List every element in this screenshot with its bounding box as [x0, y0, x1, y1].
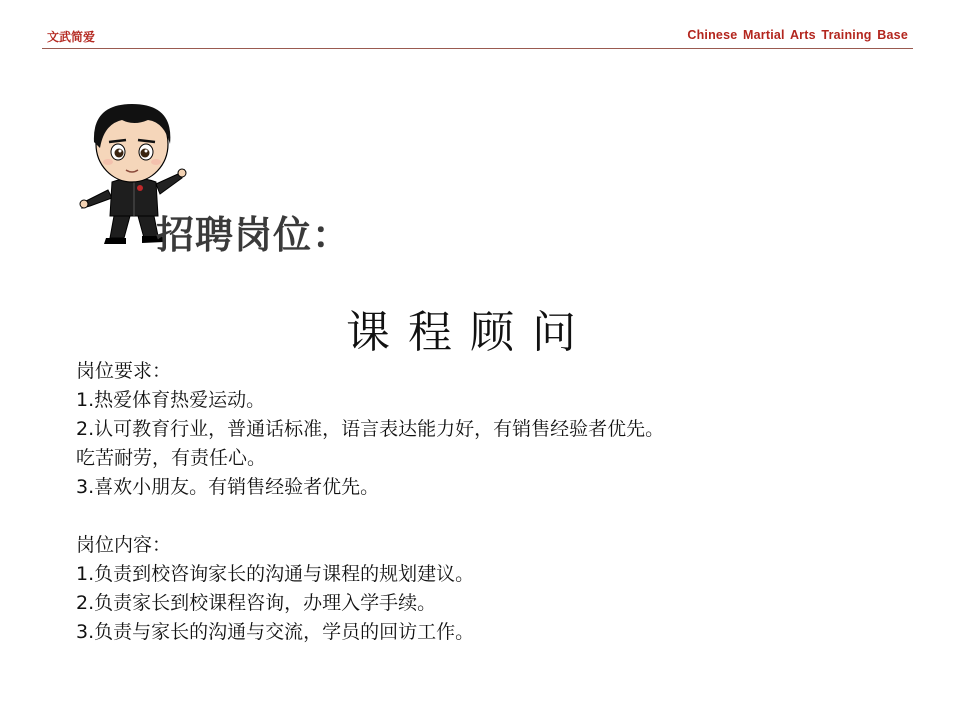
requirement-line: 吃苦耐劳，有责任心。 [76, 447, 267, 469]
duty-line: 3.负责与家长的沟通与交流，学员的回访工作。 [76, 621, 475, 643]
paragraph-spacer [76, 502, 664, 531]
duty-line: 2.负责家长到校课程咨询，办理入学手续。 [76, 592, 437, 614]
header-subtitle: Chinese Martial Arts Training Base [687, 28, 908, 42]
job-description [76, 357, 664, 647]
requirements-heading: 岗位要求： [76, 360, 172, 382]
brand-name: 文武简爱 [47, 30, 96, 44]
duty-line: 1.负责到校咨询家长的沟通与课程的规划建议。 [76, 563, 475, 585]
section-title: 招聘岗位： [156, 213, 352, 257]
header-divider [42, 48, 913, 49]
requirement-line: 3.喜欢小朋友。有销售经验者优先。 [76, 476, 380, 498]
job-title: 课程顾问 [346, 307, 594, 358]
duties-heading: 岗位内容： [76, 534, 172, 556]
requirement-line: 2.认可教育行业，普通话标准，语言表达能力好，有销售经验者优先。 [76, 418, 665, 440]
requirement-line: 1.热爱体育热爱运动。 [76, 389, 266, 411]
